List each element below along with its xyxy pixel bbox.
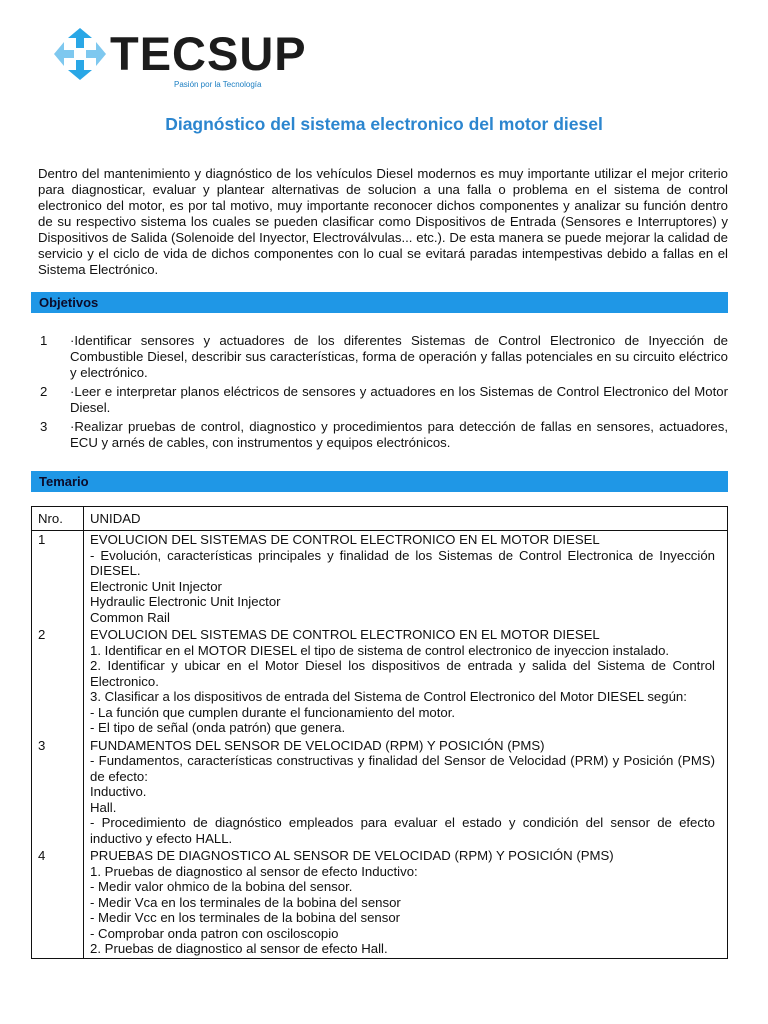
table-row xyxy=(32,737,728,848)
logo-wordmark: TECSUP xyxy=(110,27,307,80)
table-row xyxy=(32,531,728,627)
unit-number: 2 xyxy=(32,626,84,737)
objective-text: ·Identificar sensores y actuadores de los diferentes Sistemas de Control Electronico de Inyección de Combustible Diesel, describir sus características, forma de operación y fallas potenciales en su circuito eléctrico y electrónico. xyxy=(70,333,728,380)
unit-line: 2. Identificar y ubicar en el Motor Diesel los dispositivos de entrada y salida del Sistema de Control Electronico. xyxy=(90,658,715,689)
unit-number: 4 xyxy=(32,847,84,958)
column-header-nro: Nro. xyxy=(32,507,84,531)
unit-line: - Medir Vca en los terminales de la bobina del sensor xyxy=(90,894,401,910)
unit-line: - Evolución, características principales y finalidad de los Sistemas de Control Electronica de Inyección DIESEL. xyxy=(90,547,715,578)
unit-line: EVOLUCION DEL SISTEMAS DE CONTROL ELECTRONICO EN EL MOTOR DIESEL xyxy=(90,532,600,547)
tecsup-logo xyxy=(52,24,307,94)
table-header-row xyxy=(32,507,728,531)
unit-line: 2. Pruebas de diagnostico al sensor de efecto Hall. xyxy=(90,941,388,956)
unit-line: EVOLUCION DEL SISTEMAS DE CONTROL ELECTRONICO EN EL MOTOR DIESEL xyxy=(90,627,600,642)
unit-line: PRUEBAS DE DIAGNOSTICO AL SENSOR DE VELOCIDAD (RPM) Y POSICIÓN (PMS) xyxy=(90,848,614,863)
unit-line: - El tipo de señal (onda patrón) que genera. xyxy=(90,720,346,735)
table-row xyxy=(32,626,728,737)
objective-item xyxy=(38,333,728,381)
unit-line: 1. Identificar en el MOTOR DIESEL el tipo de sistema de control electronico de inyeccion instalado. xyxy=(90,642,670,658)
unit-line: - La función que cumplen durante el funcionamiento del motor. xyxy=(90,704,456,720)
unit-line: Inductivo. xyxy=(90,784,147,799)
unit-content xyxy=(84,626,728,737)
unit-line: FUNDAMENTOS DEL SENSOR DE VELOCIDAD (RPM) Y POSICIÓN (PMS) xyxy=(90,737,545,753)
logo-arrows-icon xyxy=(52,24,108,84)
unit-line: Electronic Unit Injector xyxy=(90,578,222,594)
objective-number: 1 xyxy=(40,333,48,348)
unit-line: Hydraulic Electronic Unit Injector xyxy=(90,594,281,609)
objective-item xyxy=(38,419,728,451)
temario-header: Temario xyxy=(31,471,728,492)
unit-line: Common Rail xyxy=(90,609,170,625)
objective-text: ·Leer e interpretar planos eléctricos de sensores y actuadores en los Sistemas de Control Electronico del Motor Diesel. xyxy=(70,384,728,415)
temario-table xyxy=(31,506,728,959)
unit-line: - Comprobar onda patron con osciloscopio xyxy=(90,925,339,941)
document-title: Diagnóstico del sistema electronico del motor diesel xyxy=(165,114,603,134)
unit-line: - Medir Vcc en los terminales de la bobina del sensor xyxy=(90,910,401,925)
objective-number: 2 xyxy=(40,384,48,399)
unit-line: 3. Clasificar a los dispositivos de entrada del Sistema de Control Electronico del Motor DIESEL según: xyxy=(90,689,687,704)
objectives-header: Objetivos xyxy=(31,292,728,313)
unit-content xyxy=(84,737,728,848)
objective-item xyxy=(38,384,728,416)
unit-number: 1 xyxy=(32,531,84,627)
intro-paragraph: Dentro del mantenimiento y diagnóstico de los vehículos Diesel modernos es muy importante utilizar el mejor criterio para diagnosticar, evaluar y plantear alternativas de solucion a una falla o problema en el sistema de control electronico del motor, es por tal motivo, muy importante reconocer dichos componentes y analizar su función dentro de su respectivo sistema los cuales se pueden clasificar como Dispositivos de Entrada (Sensores e Interruptores) y Dispositivos de Salida (Solenoide del Inyector, Electroválvulas... etc.). De esta manera se puede mejorar la calidad de servicio y el ciclo de vida de dichos componentes con lo cual se evitará paradas intempestivas debido a fallas en el Sistema Electrónico. xyxy=(38,166,728,277)
table-row xyxy=(32,847,728,958)
logo-tagline: Pasión por la Tecnología xyxy=(174,80,262,89)
column-header-unidad: UNIDAD xyxy=(84,507,728,531)
unit-line: 1. Pruebas de diagnostico al sensor de efecto Inductivo: xyxy=(90,863,418,879)
unit-content xyxy=(84,847,728,958)
unit-number: 3 xyxy=(32,737,84,848)
objective-text: ·Realizar pruebas de control, diagnostico y procedimientos para detección de fallas en sensores, actuadores, ECU y arnés de cables, con instrumentos y equipos electrónicos. xyxy=(70,419,728,450)
objectives-list xyxy=(38,333,728,454)
unit-line: - Medir valor ohmico de la bobina del sensor. xyxy=(90,879,353,894)
unit-content xyxy=(84,531,728,627)
unit-line: Hall. xyxy=(90,799,117,815)
unit-line: - Procedimiento de diagnóstico empleados para evaluar el estado y condición del sensor de efecto inductivo y efecto HALL. xyxy=(90,815,715,846)
objective-number: 3 xyxy=(40,419,48,434)
unit-line: - Fundamentos, características constructivas y finalidad del Sensor de Velocidad (PRM) y Posición (PMS) de efecto: xyxy=(90,753,715,784)
